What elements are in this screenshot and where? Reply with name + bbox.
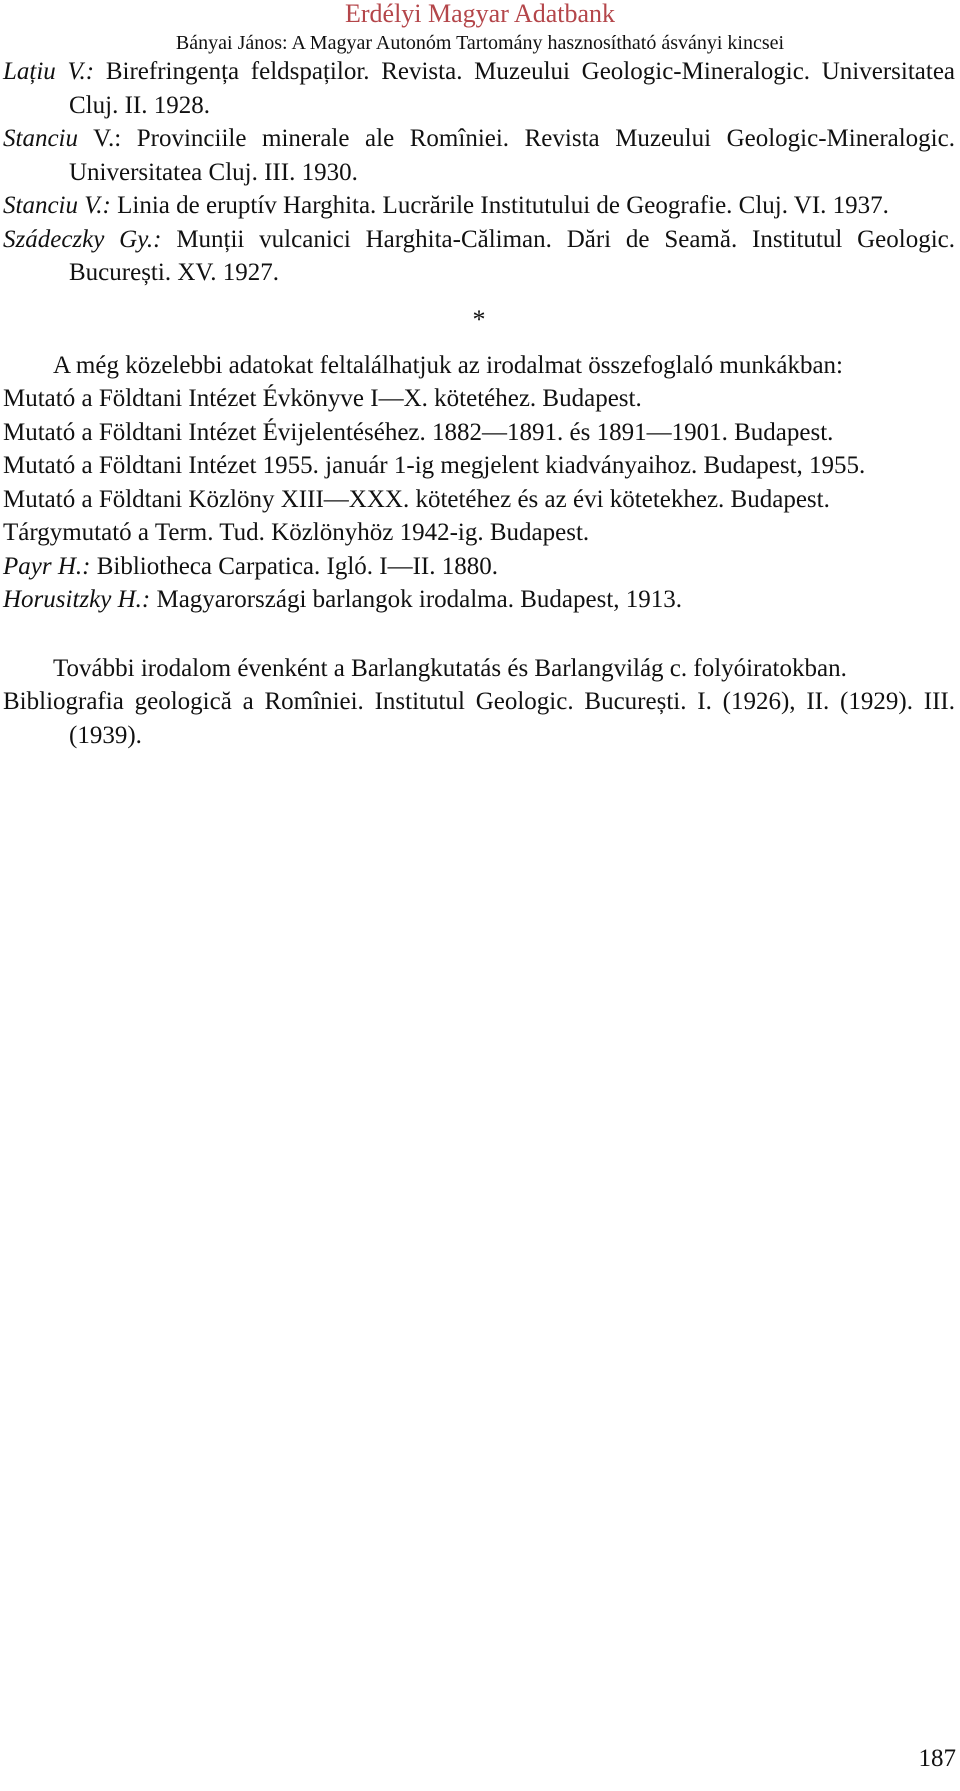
reference-text: Birefringența feldspaților. Revista. Muzeului Geologic-Mineralogic. Universitatea Cluj. II. 1928. — [69, 58, 956, 119]
site-title[interactable]: Erdélyi Magyar Adatbank — [344, 0, 616, 28]
reference-text: Mutató a Földtani Intézet Évkönyve I—X. kötetéhez. Budapest. — [3, 385, 642, 412]
reference-author: Payr H.: — [3, 552, 91, 580]
reference-entry — [3, 583, 955, 617]
reference-entry — [3, 382, 955, 416]
page-header — [0, 0, 960, 56]
page-content — [3, 55, 955, 752]
reference-author: Horusitzky H.: — [3, 586, 151, 613]
reference-entry — [3, 189, 955, 223]
reference-text: V.: Provinciile minerale ale Romîniei. Revista Muzeului Geologic-Mineralogic. Universitatea Cluj. III. 1930. — [69, 125, 955, 186]
reference-text: Linia de eruptív Harghita. Lucrările Institutului de Geografie. Cluj. VI. 1937. — [117, 192, 889, 219]
reference-text: Bibliografia geologică a Romîniei. Institutul Geologic. București. I. (1926), II. (1929). III. (1939). — [3, 688, 955, 749]
reference-entry — [3, 550, 955, 584]
page-number: 187 — [918, 1745, 956, 1772]
reference-entry — [3, 416, 955, 450]
reference-text: Mutató a Földtani Intézet 1955. január 1-ig megjelent kiadványaihoz. Budapest, 1955. — [3, 452, 866, 479]
reference-entry — [3, 516, 955, 550]
intro-paragraph: A még közelebbi adatokat feltalálhatjuk az irodalmat összefoglaló munkákban: — [53, 351, 844, 379]
reference-text: Tárgymutató a Term. Tud. Közlönyhöz 1942-ig. Budapest. — [3, 519, 590, 546]
reference-entry — [3, 223, 955, 290]
reference-entry — [3, 449, 955, 483]
paragraph-spacer — [3, 617, 955, 652]
reference-author: Lațiu V.: — [3, 58, 95, 85]
reference-text: Mutató a Földtani Intézet Évijelentéséhez. 1882—1891. és 1891—1901. Budapest. — [3, 418, 834, 446]
book-title: Bányai János: A Magyar Autonóm Tartomány hasznosítható ásványi kincsei — [175, 32, 785, 54]
reference-entry — [3, 55, 955, 122]
reference-author: Szádeczky Gy.: — [3, 225, 162, 253]
reference-author: Stanciu — [3, 125, 78, 152]
reference-text: Bibliotheca Carpatica. Igló. I—II. 1880. — [96, 552, 499, 580]
reference-text: Munții vulcanici Harghita-Căliman. Dări de Seamă. Institutul Geologic. București. XV. 1927. — [69, 225, 956, 286]
reference-entry — [3, 685, 955, 752]
reference-entry — [3, 483, 955, 517]
section-separator: * — [472, 304, 486, 334]
reference-text: Mutató a Földtani Közlöny XIII—XXX. kötetéhez és az évi kötetekhez. Budapest. — [3, 485, 830, 513]
reference-entry — [3, 122, 955, 189]
further-reading-paragraph: További irodalom évenként a Barlangkutatás és Barlangvilág c. folyóiratokban. — [53, 654, 847, 682]
reference-text: Magyarországi barlangok irodalma. Budapest, 1913. — [156, 586, 683, 613]
reference-author: Stanciu V.: — [3, 192, 111, 219]
